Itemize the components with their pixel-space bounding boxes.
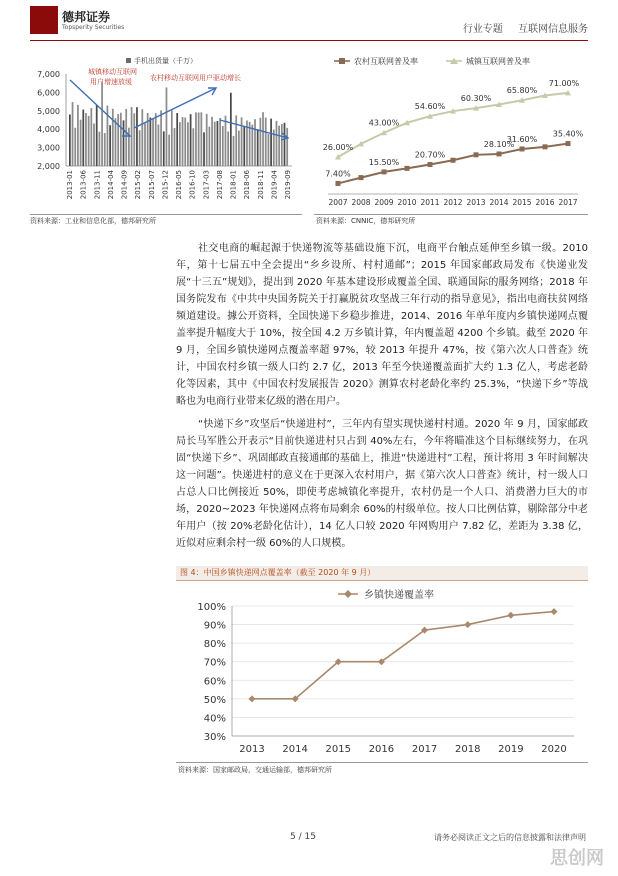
coverage-point — [464, 621, 471, 628]
x-tick-label: 2020 — [541, 744, 567, 755]
x-tick-label: 2019 — [498, 744, 524, 755]
shipment-bar — [166, 87, 168, 166]
shipment-bar — [251, 125, 253, 166]
x-tick-label: 2012 — [443, 198, 463, 207]
y-tick-label: 3,000 — [37, 143, 60, 153]
shipment-bar — [72, 102, 74, 166]
header-divider — [30, 40, 588, 41]
shipment-bar — [82, 110, 84, 166]
y-tick-label: 40% — [203, 713, 226, 725]
shipment-bar — [101, 82, 103, 166]
shipment-bar — [96, 105, 98, 166]
shipment-bar — [179, 122, 181, 166]
x-tick-label: 2013 — [239, 744, 265, 755]
shipment-bar — [120, 113, 122, 166]
urban-data-label: 54.60% — [414, 102, 446, 112]
x-tick-label: 2017-08 — [215, 170, 224, 200]
internet-penetration-chart — [314, 50, 590, 212]
x-tick-label: 2013 — [466, 198, 486, 207]
shipment-bar — [214, 122, 216, 166]
shipment-bar — [225, 116, 227, 166]
shipment-bar — [254, 119, 256, 166]
rural-point — [451, 158, 456, 163]
trend-arrow-rural — [134, 88, 216, 128]
shipment-bar — [104, 133, 106, 166]
shipment-bar — [77, 105, 79, 166]
shipment-bar — [168, 135, 170, 166]
x-tick-label: 2016 — [535, 198, 555, 207]
x-tick-label: 2019-04 — [270, 170, 279, 200]
legend-label: 乡镇快递覆盖率 — [364, 590, 434, 601]
coverage-line-chart — [176, 586, 588, 758]
x-tick-label: 2007 — [328, 198, 348, 207]
shipment-bar — [133, 113, 135, 166]
shipment-bar — [155, 113, 157, 166]
y-tick-label: 7,000 — [37, 70, 60, 79]
page-header — [0, 0, 618, 44]
brand-logo-icon — [30, 6, 58, 34]
coverage-point — [249, 695, 256, 702]
rural-point — [474, 152, 479, 157]
urban-data-label: 71.00% — [548, 78, 580, 88]
y-tick-label: 30% — [203, 732, 226, 743]
x-tick-label: 2015-07 — [147, 170, 156, 200]
header-tag-sector: 互联网信息服务 — [518, 24, 588, 35]
figure-4-title: 图 4：中国乡镇快递网点覆盖率（截至 2020 年 9 月） — [176, 566, 588, 580]
y-tick-label: 100% — [197, 602, 226, 613]
trend-arrow-urban — [70, 80, 130, 136]
shipment-bar — [217, 121, 219, 166]
x-tick-label: 2009 — [374, 198, 394, 207]
x-tick-label: 2018-11 — [256, 170, 265, 200]
footer-disclaimer: 请务必阅读正文之后的信息披露和法律声明 — [434, 833, 586, 842]
shipment-bar — [144, 123, 146, 166]
x-tick-label: 2017-03 — [202, 170, 211, 200]
figure-4-divider — [176, 580, 588, 581]
x-tick-label: 2014 — [282, 744, 308, 755]
shipment-bar — [233, 136, 235, 166]
shipment-bar — [115, 118, 117, 166]
shipment-bar — [209, 127, 211, 166]
y-tick-label: 6,000 — [37, 88, 60, 98]
shipment-bar — [85, 113, 87, 166]
source-divider-left — [30, 214, 302, 215]
shipment-bar — [230, 93, 232, 166]
shipment-bar — [176, 113, 178, 166]
shipment-bar — [235, 115, 237, 166]
shipment-bar — [163, 131, 165, 166]
annotation-rural: 农村移动互联网用户驱动增长 — [150, 74, 241, 82]
x-tick-label: 2015 — [325, 744, 352, 755]
shipment-bar — [203, 132, 205, 166]
body-text — [176, 240, 588, 558]
shipment-bar — [158, 125, 160, 166]
shipment-bar — [211, 117, 213, 166]
legend-label: 手机出货量（千万） — [134, 57, 197, 65]
rural-data-label: 35.40% — [552, 129, 584, 139]
legend-rural-label: 农村互联网普及率 — [354, 57, 418, 66]
shipment-bar — [99, 132, 101, 166]
shipment-bar — [200, 112, 202, 166]
x-tick-label: 2013-11 — [93, 170, 102, 200]
rural-data-label: 20.70% — [414, 150, 446, 160]
coverage-point — [507, 612, 514, 619]
shipment-bar — [286, 128, 288, 166]
shipment-bar — [182, 117, 184, 166]
shipment-bar — [80, 120, 82, 166]
rural-data-label: 15.50% — [368, 157, 400, 167]
shipment-bar — [90, 108, 92, 166]
shipment-bar — [219, 118, 221, 166]
shipment-bar — [174, 128, 176, 166]
rural-point — [405, 166, 410, 171]
source-left: 资料来源：工业和信息化部，德邦研究所 — [30, 217, 156, 225]
shipment-bar — [222, 126, 224, 166]
shipment-bar — [238, 131, 240, 166]
legend-swatch — [126, 58, 131, 63]
shipment-bar — [198, 112, 200, 166]
shipment-bar — [160, 110, 162, 166]
paragraph-2: “快递下乡”攻坚后“快递进村”，三年内有望实现快递村村通。2020 年 9 月，国家邮政局长马军胜公开表示“目前快递进村只占到 40%左右，今年将瞄准这个目标继续努力，在巩固“快递下乡”、巩固邮政直接通邮的基础上，推进“快递进村”工程，预计将用 3 年时间解决这一问题”。快递进村的意义在于更深入农村用户，据《第六次人口普查》统计，村一级人口占总人口比例接近 50%，即使考虑城镇化率提升，农村仍是一个人口、消费潜力巨大的市场，2020~2023 年快递网点将布局剩余 60%的村级单位。按人口比例估算，剔除部分中老年用户（按 20%老龄化估计），14 亿人口较 2020 年网购用户 7.82 亿，差距为 3.38 亿，近似对应剩余村一级 60%的人口规模。 — [176, 419, 588, 549]
shipment-bar — [125, 109, 127, 166]
rural-data-label: 7.40% — [325, 169, 351, 179]
shipment-bar — [195, 112, 197, 166]
rural-point — [428, 162, 433, 167]
x-tick-label: 2015-12 — [161, 170, 170, 200]
urban-data-label: 65.80% — [506, 86, 538, 96]
rural-point — [497, 151, 502, 156]
header-tag-industry: 行业专题 — [462, 24, 503, 35]
rural-point — [520, 146, 525, 151]
y-tick-label: 90% — [203, 620, 226, 632]
shipment-bar — [123, 120, 125, 166]
page-number: 5 / 15 — [290, 832, 316, 842]
shipment-bar — [259, 118, 261, 166]
brand-name: 德邦证券 — [62, 10, 111, 24]
x-tick-label: 2014-04 — [106, 170, 115, 200]
rural-data-label: 31.60% — [506, 134, 538, 144]
source-right: 资料来源：CNNIC，德邦研究所 — [316, 217, 416, 225]
shipment-bar — [281, 124, 283, 166]
shipment-bar — [276, 121, 278, 166]
shipment-bar — [262, 112, 264, 166]
shipment-bar — [257, 129, 259, 166]
legend-urban-label: 城镇互联网普及率 — [466, 57, 530, 66]
coverage-point — [551, 608, 558, 615]
x-tick-label: 2018-01 — [229, 170, 238, 200]
shipment-bar — [241, 117, 243, 166]
rural-point — [336, 181, 341, 186]
x-tick-label: 2015 — [512, 198, 532, 207]
y-tick-label: 60% — [203, 676, 226, 688]
annotation-urban-line2: 用户增速放缓 — [90, 78, 132, 86]
x-tick-label: 2017 — [558, 198, 578, 207]
x-tick-label: 2014 — [489, 198, 509, 207]
annotation-urban-line1: 城镇移动互联网 — [88, 68, 137, 76]
legend-marker — [344, 590, 352, 598]
shipment-bar — [171, 110, 173, 166]
rural-point — [382, 169, 387, 174]
urban-data-label: 60.30% — [460, 94, 492, 104]
x-tick-label: 2013-06 — [79, 170, 88, 200]
y-tick-label: 70% — [203, 657, 226, 669]
rural-point — [543, 144, 548, 149]
x-tick-label: 2015-02 — [134, 170, 143, 200]
shipment-bar — [141, 109, 143, 166]
rural-point — [359, 175, 364, 180]
x-tick-label: 2008 — [351, 198, 371, 207]
y-tick-label: 2,000 — [37, 162, 60, 171]
shipment-bar — [74, 128, 76, 166]
shipment-bar — [278, 126, 280, 166]
shipment-bar — [152, 118, 154, 166]
rural-point — [566, 141, 571, 146]
x-tick-label: 2013-01 — [66, 170, 74, 200]
x-tick-label: 2011 — [420, 198, 440, 207]
shipment-bar — [270, 119, 272, 166]
shipment-bar — [265, 118, 267, 166]
x-tick-label: 2019-09 — [284, 170, 292, 200]
shipment-bar — [243, 126, 245, 166]
shipment-bar — [206, 114, 208, 166]
y-tick-label: 4,000 — [37, 125, 60, 135]
shipment-bar — [187, 122, 189, 166]
y-tick-label: 80% — [203, 639, 226, 651]
urban-data-label: 43.00% — [368, 118, 400, 128]
x-tick-label: 2018 — [454, 744, 481, 755]
shipment-bar — [192, 128, 194, 166]
paragraph-1: 社交电商的崛起源于快递物流等基础设施下沉，电商平台触点延伸至乡镇一级。2010 年，第十七届五中全会提出“乡乡设所、村村通邮”；2015 年国家邮政局发布《快递业发展“十三五”规划》，提出到 2020 年基本建设形成覆盖全国、联通国际的服务网络；2018 年国务院发布《中共中央国务院关于打赢脱贫攻坚战三年行动的指导意见》，指出电商扶贫网络频道建设。據公开资料，全国快递下乡稳步推进，2014、2016 年单年度内乡镇快递网点覆盖率提升幅度大于 10%，按全国 4.2 万乡镇计算，年内覆盖超 4200 个乡镇。截至 2020 年 9 月，全国乡镇快递网点覆盖率超 97%，较 2013 年提升 47%，按《第六次人口普查》统计，中国农村乡镇一级人口约 2.7 亿，2013 年至今快递覆盖面扩大约 1.3 亿人，考虑老龄化等因素，其中《中国农村发展报告 2020》测算农村老龄化率约 25.3%，“快递下乡”等战略也为电商行业带来亿级的潜在用户。 — [176, 243, 588, 407]
shipment-bar — [117, 114, 119, 166]
urban-data-label: 26.00% — [322, 142, 354, 152]
shipment-bar — [149, 118, 151, 166]
shipment-bar — [284, 123, 286, 166]
shipment-bar — [190, 114, 192, 166]
shipment-bar — [136, 107, 138, 166]
watermark: 思创网 — [550, 848, 604, 869]
legend-rural-marker — [339, 58, 345, 64]
shipment-bar — [88, 116, 90, 166]
shipment-bar — [184, 117, 186, 166]
y-tick-label: 5,000 — [37, 106, 60, 116]
x-tick-label: 2016-10 — [188, 170, 197, 200]
header-tags — [451, 20, 588, 35]
source-fig4: 资料来源：国家邮政局，交通运输部，德邦研究所 — [178, 766, 332, 774]
x-tick-label: 2014-09 — [120, 170, 129, 200]
shipment-bar — [109, 125, 111, 166]
shipment-bar — [227, 132, 229, 166]
phone-shipment-chart — [30, 50, 300, 212]
x-tick-label: 2017 — [411, 744, 438, 755]
brand-subtitle: Topsperity Securities — [62, 24, 125, 31]
rural-data-label: 28.10% — [483, 139, 515, 149]
shipment-bar — [112, 109, 114, 166]
shipment-bar — [139, 130, 141, 166]
shipment-bar — [268, 134, 270, 166]
source-divider-right — [314, 214, 588, 215]
x-tick-label: 2016 — [368, 744, 395, 755]
shipment-bar — [93, 123, 95, 166]
x-tick-label: 2010 — [397, 198, 417, 207]
x-tick-label: 2018-06 — [243, 170, 252, 200]
x-tick-label: 2016-05 — [175, 170, 183, 200]
y-tick-label: 50% — [203, 694, 226, 706]
source-divider-fig4 — [176, 762, 588, 763]
shipment-bar — [69, 114, 71, 166]
